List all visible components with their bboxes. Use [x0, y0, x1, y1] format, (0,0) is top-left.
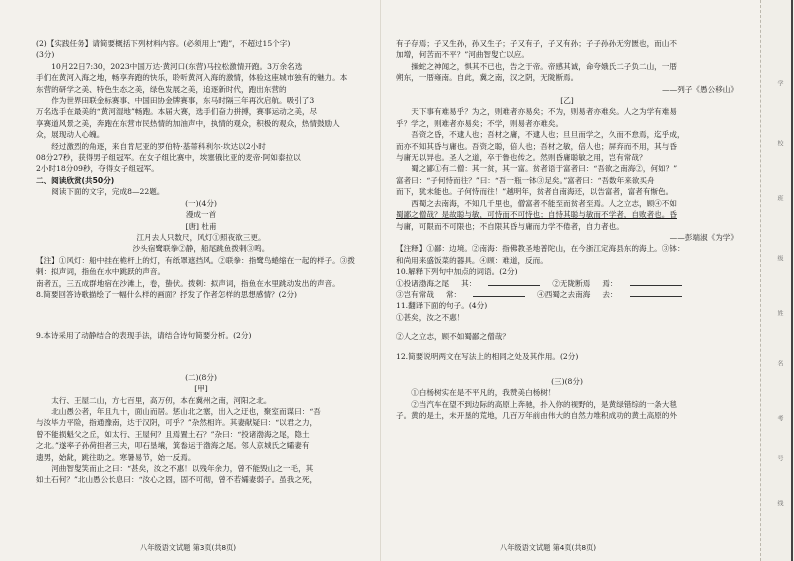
classical-line: 如土石何？”北山愚公长息曰：“汝心之固，固不可彻，曾不若孀妻弱子。虽我之死，	[36, 475, 318, 485]
page-footer: 八年级语文试题 第3页(共8页)	[140, 543, 237, 552]
classical-line-underlined: 蜀鄙之僧哉？是故聪与敏，可恃而不可恃也；自恃其聪与敏而不学者，自败者也。昏	[396, 210, 677, 220]
page-footer: 八年级语文试题 第4页(共8页)	[500, 543, 597, 552]
classical-line: 曾不能损魁父之丘，如太行、王屋何？且焉置土石？”杂曰：“投诸渤海之尾，隐土	[36, 429, 310, 439]
modern-line: ①白杨树实在是不平凡的，我赞美白杨树！	[411, 388, 556, 398]
material-line: 东营的研学之美、特色生态之美，绿色发展之美，追逐新时代，跑出东营的	[36, 84, 287, 94]
classical-part-label: [乙]	[560, 96, 574, 106]
classical-line: 太行、王屋二山，方七百里，高万仞，本在冀州之南，河阳之北。	[51, 395, 272, 405]
q10-key: 其：	[461, 278, 477, 288]
material-line: 08分27秒，获得男子组冠军。在女子组比赛中，埃塞俄比亚的麦帝·阿如泰拉以	[36, 153, 301, 163]
page-fold	[380, 0, 381, 561]
q10-key: 焉：	[602, 278, 618, 288]
classical-line: 加增，何苦而不平？”河曲智叟亡以应。	[396, 50, 529, 60]
material-line: 经过激烈的角逐，来自肯尼亚的罗伯特·基蒂科利尔·坎达以2小时	[51, 141, 266, 151]
material-line: 众，展现动人心魄。	[36, 130, 105, 140]
question-8: 8.简要回答诗歌描绘了一幅什么样的画面？抒发了作者怎样的思想感情？(2分)	[36, 289, 297, 299]
material-line: 手们在黄河入海之地，畅享奔跑的快乐，聆听黄河入海的激情，体验这座城市独有的魅力。本	[36, 73, 348, 83]
classical-line: 遗男，始龀，跳往助之。寒暑易节，始一反焉。	[36, 452, 196, 462]
answer-space[interactable]	[396, 362, 738, 376]
binding-mark: 名	[776, 360, 783, 366]
classical-line: 北山愚公者，年且九十，面山而居。惩山北之塞，出入之迂也，聚室而谋曰：“吾	[51, 406, 321, 416]
poem-note: 【注】①风灯：船中挂在桅杆上的灯，有纸罩遮挡风。②联拳：指鹭鸟蜷缩在一起的样子。③拨剌：拟声词，指鱼在水中跳跃的声音。	[36, 255, 355, 277]
binding-mark: 姓	[776, 310, 783, 316]
right-page	[396, 38, 738, 422]
classical-header: (二)(8分)	[185, 372, 217, 382]
answer-space[interactable]	[36, 342, 366, 372]
task-line: (2)【实践任务】请简要概括下列材料内容。(必须用上“跑”，不超过15个字)	[36, 39, 291, 48]
question-11: 11.翻译下面的句子。(4分)	[396, 301, 488, 311]
q11-sentence: ②人之立志，顾不如蜀鄙之僧哉？	[396, 332, 510, 342]
modern-line: 子。黄的是土，未开垦的荒地，几百万年前由伟大的自然力堆积成功的黄土高原的外	[396, 411, 677, 421]
q10-key: 常：	[445, 289, 462, 299]
material-line: 10月22日7:30，2023中国万达·黄河口(东营)马拉松激情开跑。3万余名选	[51, 61, 303, 71]
question-9: 9.本诗采用了动静结合的表现手法，请结合诗句简要分析。(2分)	[36, 331, 252, 341]
material-line: 享赛道风景之美，奔跑在东营市民热情的加油声中，执情的观众，积极的观众，热情鼓励人	[36, 118, 340, 128]
classical-line: 操蛇之神闻之，惧其不已也，告之于帝。帝感其诚，命夸娥氏二子负二山，一厝	[411, 61, 677, 71]
modern-line: ②当汽车在望不到边际的高原上奔驰，扑入你的视野的，是黄绿错综的一条大毯	[411, 399, 677, 409]
answer-blank[interactable]	[630, 289, 682, 297]
annotation-line: 和尚用来盛饭菜的器具。④顾：难道，反而。	[396, 255, 548, 265]
left-page	[36, 38, 366, 486]
modern-header: (三)(8分)	[551, 376, 583, 386]
classical-line: 之北。”遂率子孙荷担者三夫，叩石垦壤，箕畚运于渤海之尾。邻人京城氏之孀妻有	[36, 441, 310, 451]
q10-key: 去：	[602, 289, 618, 299]
classical-line: 有子存焉；子又生孙，孙又生子；子又有子，子又有孙；子子孙孙无穷匮也，而山不	[396, 39, 677, 48]
poem-note: 南者五，三五成群地宿在沙滩上，卷，蛰伏。拨剌：拟声词，指鱼在水里跳动发出的声音。	[36, 278, 340, 288]
classical-line: 西蜀之去南海，不知几千里也，僧富者不能至而贫者至焉。人之立志，顾④不如	[411, 198, 677, 208]
q11-sentence: ①甚矣，汝之不惠！	[396, 312, 465, 322]
answer-blank[interactable]	[488, 278, 540, 286]
answer-space[interactable]	[36, 300, 366, 330]
classical-line: 天下事有难易乎？为之，则难者亦易矣；不为，则易者亦难矣。人之为学有难易	[411, 107, 677, 117]
answer-blank[interactable]	[630, 278, 682, 286]
q10-row	[396, 289, 738, 300]
answer-space[interactable]	[396, 343, 738, 351]
classical-part-label: [甲]	[194, 384, 208, 394]
binding-mark: 号	[776, 455, 783, 461]
classical-line: 蜀之鄙①有二僧：其一贫，其一富。贫者语于富者曰：“吾欲之南海②，何如？”	[411, 164, 678, 174]
material-line: 万名选手在最美的“黄河湿地”畅跑。本届大赛，选手们奋力拼搏，赛事运动之美，尽	[36, 107, 318, 117]
poem-author: [唐] 杜甫	[185, 221, 217, 231]
classical-line: 乎？学之，则难者亦易矣；不学，则易者亦难矣。	[396, 118, 564, 128]
classical-line: 吾资之昏，不逮人也；吾材之庸，不逮人也；旦旦而学之，久而不怠焉，迄乎成，	[411, 130, 685, 140]
q10-item: ②无陇断焉	[552, 278, 591, 288]
binding-mark: 校	[776, 140, 783, 146]
classical-line: 朔东，一厝雍南。自此，冀之南，汉之阴，无陇断焉。	[396, 73, 579, 83]
annotation-line: 【注释】①鄙：边境。②南海：指佛教圣地普陀山，在今浙江定海县东的海上。③钵：	[396, 244, 685, 254]
q10-row	[396, 278, 738, 289]
binding-mark: 线	[776, 500, 783, 506]
poem-title: 漫成一首	[185, 210, 217, 220]
binding-margin	[760, 0, 794, 561]
classical-line: 与庸无以异也。圣人之道，卒于鲁也传之。然则昏庸聪敏之用，岂有常哉？	[396, 153, 647, 163]
answer-space[interactable]	[396, 323, 738, 331]
classical-line: 河曲智叟笑而止之曰：“甚矣，汝之不惠！以残年余力，曾不能毁山之一毛，其	[51, 464, 314, 473]
source-attribution: ——列子《愚公移山》	[662, 84, 738, 94]
q10-item: ③岂有常哉	[396, 289, 434, 299]
poem-line: 江月去人只数尺，风灯①照夜欲三更。	[136, 232, 266, 242]
section-heading: 二、阅读欣赏(共50分)	[36, 175, 115, 185]
question-12: 12.简要说明两文在写法上的相同之处及其作用。(2分)	[396, 351, 579, 361]
answer-blank[interactable]	[473, 289, 525, 297]
classical-line: 富者曰：“子何恃而往？”曰：“吾一瓶一钵③足矣。”富者曰：“吾数年来欲买舟	[396, 175, 655, 185]
material-line: 2小时18分09秒，夺得女子组冠军。	[36, 164, 159, 174]
classical-line: 与庸，可限而不可限也；不自限其昏与庸而力学不倦者，自力者也。	[396, 221, 624, 231]
classical-line: 与汝毕力平险，指通豫南，达于汉阴，可乎？”杂然相许。其妻献疑曰：“以君之力，	[36, 418, 318, 428]
binding-rule	[791, 0, 793, 561]
question-10: 10.解释下列句中加点的词语。(2分)	[396, 267, 518, 277]
q10-item: ④西蜀之去南海	[537, 289, 591, 299]
binding-mark: 班	[776, 195, 783, 201]
classical-line: 而下，犹未能也。子何恃而往！”越明年，贫者自南海还，以告富者，富者有惭色。	[396, 187, 674, 197]
section-desc: 阅读下面的文字，完成8—22题。	[51, 187, 165, 197]
poem-header: (一)(4分)	[185, 198, 217, 208]
binding-mark: 学	[776, 80, 783, 86]
binding-mark: 级	[776, 255, 783, 261]
material-line: 作为世界田联金标赛事、中国田协金牌赛事，东马时隔三年再次启航。吸引了3	[51, 96, 315, 106]
binding-mark: 考	[776, 415, 783, 421]
poem-line: 沙头宿鹭联拳②静，船尾跳鱼拨剌③鸣。	[132, 244, 270, 254]
q10-item: ①投诸渤海之尾	[396, 278, 450, 288]
classical-line: 而亦不知其昏与庸也。吾资之聪，倍人也；吾材之敏，倍人也；屏弃而不用，其与昏	[396, 141, 677, 151]
source-attribution: ——彭端淑《为学》	[669, 232, 738, 242]
task-score: (3分)	[36, 50, 55, 60]
